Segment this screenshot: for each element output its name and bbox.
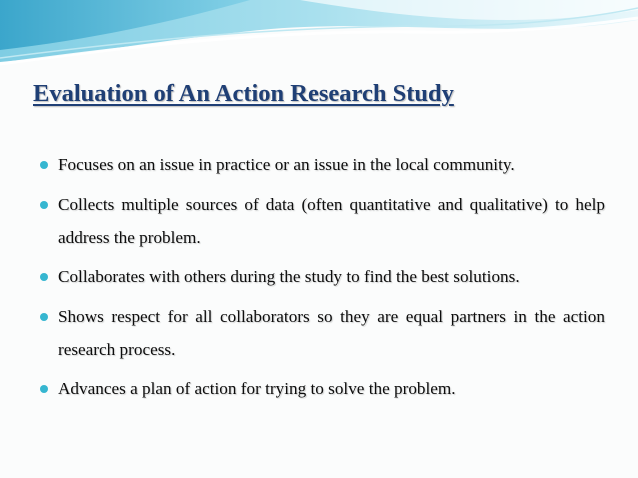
bullet-dot-icon (40, 313, 48, 321)
bullet-item (40, 148, 605, 181)
bullet-text: Collaborates with others during the study to find the best solutions. (58, 267, 520, 286)
bullet-item (40, 188, 605, 254)
bullet-item (40, 372, 605, 405)
bullet-dot-icon (40, 273, 48, 281)
bullet-text: Focuses on an issue in practice or an issue in the local community. (58, 155, 515, 174)
bullet-list (40, 148, 605, 412)
bullet-dot-icon (40, 201, 48, 209)
bullet-text: Collects multiple sources of data (often quantitative and qualitative) to help address the problem. (58, 194, 605, 247)
header-wave-decoration (0, 0, 638, 80)
slide-title: Evaluation of An Action Research Study (33, 80, 454, 107)
bullet-dot-icon (40, 161, 48, 169)
bullet-item (40, 300, 605, 366)
bullet-text: Shows respect for all collaborators so they are equal partners in the action research process. (58, 306, 605, 359)
bullet-item (40, 260, 605, 293)
bullet-text: Advances a plan of action for trying to solve the problem. (58, 379, 456, 398)
bullet-dot-icon (40, 385, 48, 393)
